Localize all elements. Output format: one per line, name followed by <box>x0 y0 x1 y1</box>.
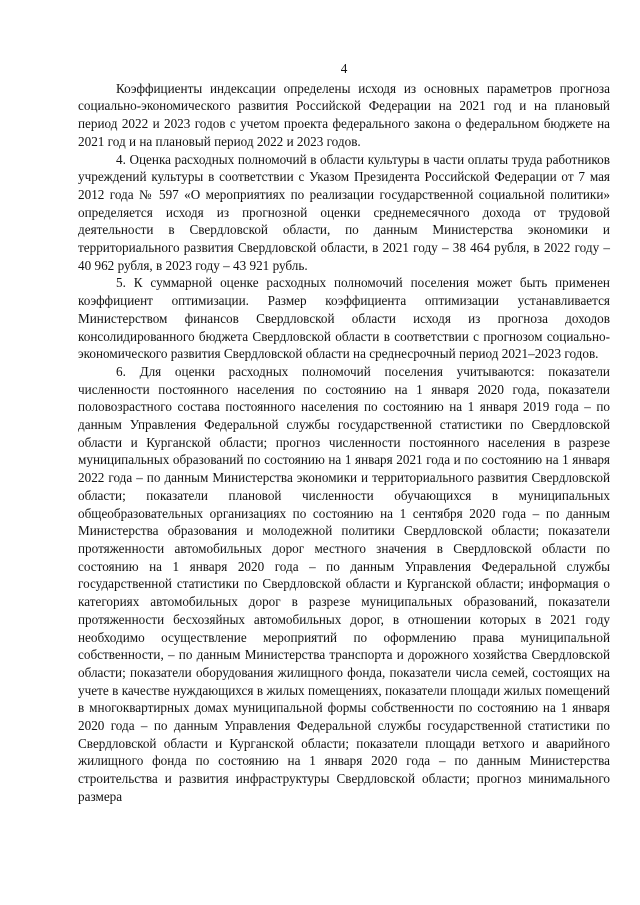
paragraph-culture-expenditures: 4. Оценка расходных полномочий в области культуры в части оплаты труда работников учреждений культуры в соответствии с Указом Президента Российской Федерации от 7 мая 2012 года № 597 «О мероприятиях по реализации государственной социальной политики» определяется исходя из прогнозной оценки среднемесячного дохода от трудовой деятельности в Свердловской области, по данным Министерства экономики и территориального развития Свердловской области, в 2021 году – 38 464 рубля, в 2022 году – 40 962 рубля, в 2023 году – 43 921 рубль. <box>78 151 610 273</box>
paragraph-indexation-coefficients: Коэффициенты индексации определены исходя из основных параметров прогноза социально-экономического развития Российской Федерации на 2021 год и на плановый период 2022 и 2023 годов с учетом проекта федерального закона о федеральном бюджете на 2021 год и на плановый период 2022 и 2023 годов. <box>78 80 610 149</box>
page-number: 4 <box>340 61 348 76</box>
paragraph-optimization-coefficient: 5. К суммарной оценке расходных полномочий поселения может быть применен коэффициент оптимизации. Размер коэффициента оптимизации устанавливается Министерством финансов Свердловской области исходя из прогноза доходов консолидированного бюджета Свердловской области в соответствии с прогнозом социально-экономического развития Свердловской области на среднесрочный период 2021–2023 годов. <box>78 275 610 362</box>
paragraph-settlement-indicators: 6. Для оценки расходных полномочий поселения учитываются: показатели численности постоянного населения по состоянию на 1 января 2020 года, показатели половозрастного состава постоянного населения по состоянию на 1 января 2019 года – по данным Управления Федеральной службы государственной статистики по Свердловской области и Курганской области; прогноз численности постоянного населения в разрезе муниципальных образований по состоянию на 1 января 2021 года и по состоянию на 1 января 2022 года – по данным Министерства экономики и территориального развития Свердловской области; показатели плановой численности обучающихся в муниципальных общеобразовательных организациях по состоянию на 1 сентября 2020 года – по данным Министерства образования и молодежной политики Свердловской области; показатели протяженности автомобильных дорог местного значения в Свердловской области по состоянию на 1 января 2020 года – по данным Управления Федеральной службы государственной статистики по Свердловской области и Курганской области; информация о категориях автомобильных дорог в разрезе муниципальных образований, показатели протяженности бесхозяйных автомобильных дорог, в отношении которых в 2021 году необходимо осуществление мероприятий по оформлению права муниципальной собственности, – по данным Министерства транспорта и дорожного хозяйства Свердловской области; показатели оборудования жилищного фонда, показатели числа семей, состоящих на учете в качестве нуждающихся в жилых помещениях, показатели площади жилых помещений в многоквартирных домах муниципальной формы собственности по состоянию на 1 января 2020 года – по данным Управления Федеральной службы государственной статистики по Свердловской области и Курганской области; показатели площади ветхого и аварийного жилищного фонда по состоянию на 1 января 2020 года – по данным Министерства строительства и развития инфраструктуры Свердловской области; прогноз минимального размера <box>78 363 610 804</box>
document-page <box>78 60 610 806</box>
